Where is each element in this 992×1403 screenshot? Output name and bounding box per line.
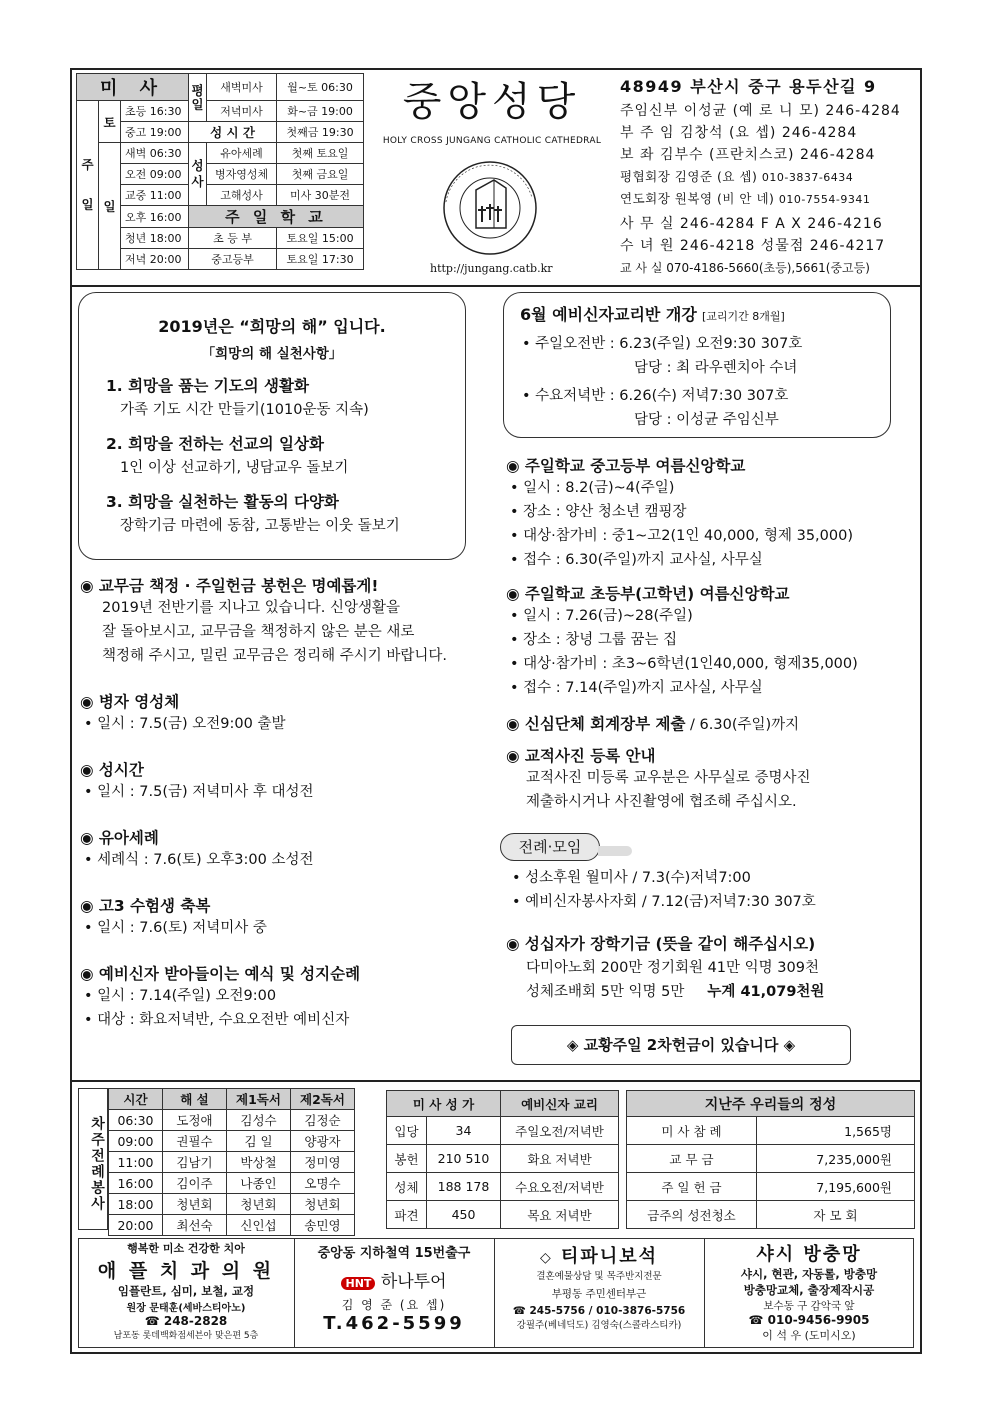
mass-title: 미 사 <box>77 74 189 101</box>
sun-row-6: 저녁 20:00 <box>121 249 189 270</box>
church-name-en: HOLY CROSS JUNGANG CATHOLIC CATHEDRAL <box>382 136 602 146</box>
hope-item-body: 장학기금 마련에 동참, 고통받는 이웃 돌보기 <box>120 518 400 534</box>
bullet-circle-icon: ◉ <box>80 897 99 915</box>
contact-row: 수 녀 원 246-4218 성물점 246-4217 <box>620 238 886 254</box>
sun-row-3: 교중 11:00 <box>121 185 189 206</box>
bullet-circle-icon: ◉ <box>506 457 525 475</box>
notice-line: • 접수 : 6.30(주일)까지 교사실, 사무실 <box>510 552 763 568</box>
notice-line: • 대상 : 화요저녁반, 수요오전반 예비신자 <box>84 1012 350 1028</box>
sun-row-5: 청년 18:00 <box>121 228 189 249</box>
offering-header: 지난주 우리들의 정성 <box>627 1091 915 1117</box>
contact-row: 사 무 실 246-4284 F A X 246-4216 <box>620 216 883 232</box>
scholarship-line: 성체조배회 5만 익명 5만 누계 41,079천원 <box>526 984 825 1000</box>
sick-communion-time: 첫째 금요일 <box>277 164 364 185</box>
notice-title: ◉ 고3 수험생 축복 <box>80 897 211 915</box>
catechumen-title: 6월 예비신자교리반 개강 <box>520 305 697 324</box>
hope-title: 2019년은 “희망의 해” 입니다. <box>158 317 386 336</box>
notice-line: • 일시 : 8.2(금)~4(주일) <box>510 480 675 496</box>
offering-header-row <box>627 1091 915 1117</box>
notice-line: • 대상·참가비 : 초3~6학년(1인40,000, 형제35,000) <box>510 656 858 672</box>
notice-line: • 일시 : 7.5(금) 오전9:00 출발 <box>84 716 286 732</box>
ad-divider <box>494 1238 495 1348</box>
liturgy-tag-shadow <box>598 846 632 856</box>
saturday-label: 토 <box>99 101 121 143</box>
table-row: 09:00 권필수 김 일 양광자 <box>109 1131 355 1152</box>
table-row: 주 일 헌 금 7,195,600원 <box>627 1173 915 1201</box>
ad-sash-screen: 샤시 방충망 샤시, 현관, 자동롤, 방충망 방충망교체, 출장제작시공 보수동 구 감악국 앞 ☎ 010-9456-9905 이 석 우 (도미시오) <box>740 1244 878 1342</box>
notice-line: • 장소 : 양산 청소년 캠핑장 <box>510 504 687 520</box>
elementary-time: 토요일 15:00 <box>277 228 364 249</box>
col-header: 예비신자 교리 <box>501 1091 619 1117</box>
notice-title: ◉ 성시간 <box>80 761 144 779</box>
diamond-icon: ◇ <box>539 1250 553 1266</box>
table-row: 금주의 성전청소 자 모 회 <box>627 1201 915 1229</box>
hope-item-body: 1인 이상 선교하기, 냉담교우 돌보기 <box>120 460 349 476</box>
church-name: 중앙성당 <box>402 79 582 125</box>
col-header: 제1독서 <box>227 1089 291 1110</box>
notice-line: • 대상·참가비 : 중1~고2(1인 40,000, 형제 35,000) <box>510 528 853 544</box>
catechumen-line: 담당 : 최 라우렌치아 수녀 <box>634 360 798 376</box>
catechumen-line: 담당 : 이성균 주임신부 <box>634 412 779 428</box>
confession-time: 미사 30분전 <box>277 185 364 206</box>
sunday-label: 주일 <box>77 101 99 270</box>
table-row: 파견 450 목요 저녁반 <box>387 1201 619 1229</box>
notice-title: ◉ 병자 영성체 <box>80 693 180 711</box>
notice-line: 책정해 주시고, 밀린 교무금은 정리해 주시기 바랍니다. <box>102 648 448 664</box>
catechumen-line: • 수요저녁반 : 6.26(수) 저녁7:30 307호 <box>522 388 789 404</box>
staff-row: 보 좌 김부수 (프란치스코) 246-4284 <box>620 147 876 163</box>
col-header: 해 설 <box>163 1089 227 1110</box>
bullet-circle-icon: ◉ <box>506 585 525 603</box>
ad-hana-tour: 중앙동 지하철역 15번출구 HNT 하나투어 김 영 준 (요 셉) T.462-5599 <box>317 1246 471 1334</box>
table-row: 입당 34 주일오전/저녁반 <box>387 1117 619 1145</box>
notice-line: 제출하시거나 사진촬영에 협조해 주십시오. <box>526 794 797 810</box>
table-row: 16:00 김이주 나종인 오명수 <box>109 1173 355 1194</box>
notice-title: ◉ 유아세례 <box>80 829 159 847</box>
notice-title: ◉ 주일학교 중고등부 여름신앙학교 <box>506 457 746 475</box>
mass-schedule-table <box>76 73 364 270</box>
bullet-circle-icon: ◉ <box>80 577 99 595</box>
sun-row-2: 오전 09:00 <box>121 164 189 185</box>
header-divider <box>70 285 922 287</box>
notice-line: • 장소 : 창녕 그룹 꿈는 집 <box>510 632 678 648</box>
sunday-school-title: 주 일 학 교 <box>189 206 364 228</box>
table-row: 06:30 도정애 김성수 김정순 <box>109 1110 355 1131</box>
col-header: 제2독서 <box>291 1089 355 1110</box>
notice-title: ◉ 교무금 책정 · 주일헌금 봉헌은 명예롭게! <box>80 577 379 595</box>
table-row: 20:00 최선숙 신인섭 송민영 <box>109 1215 355 1236</box>
ad-divider <box>704 1238 705 1348</box>
liturgy-line: • 성소후원 월미사 / 7.3(수)저녁7:00 <box>512 870 751 886</box>
table-row: 교 무 금 7,235,000원 <box>627 1145 915 1173</box>
notice-line: 교적사진 미등록 교우분은 사무실로 증명사진 <box>526 770 811 786</box>
service-header-row <box>109 1089 355 1110</box>
contact-list <box>620 213 915 279</box>
service-table <box>108 1088 355 1236</box>
bullet-circle-icon: ◉ <box>506 935 525 953</box>
table-row: 11:00 김남기 박상철 정미영 <box>109 1152 355 1173</box>
elementary-label: 초 등 부 <box>189 228 277 249</box>
table-row: 성체 188 178 수요오전/저녁반 <box>387 1173 619 1201</box>
catechumen-period: [교리기간 8개월] <box>701 310 785 323</box>
mass-songs-table <box>386 1090 619 1229</box>
middle-high-label: 중고등부 <box>189 249 277 270</box>
hope-item-head: 2. 희망을 전하는 선교의 일상화 <box>106 435 324 453</box>
holy-hour-value: 첫째금 19:30 <box>277 122 364 143</box>
notice-title: ◉ 주일학교 초등부(고학년) 여름신앙학교 <box>506 585 790 603</box>
bullet-circle-icon: ◉ <box>80 693 99 711</box>
staff-row: 부 주 임 김창석 (요 셉) 246-4284 <box>620 125 858 141</box>
catechumen-title-row <box>520 302 785 325</box>
notice-line: • 일시 : 7.26(금)~28(주일) <box>510 608 693 624</box>
sick-communion-label: 병자영성체 <box>207 164 277 185</box>
ad-dental-clinic: 행복한 미소 건강한 치아 애 플 치 과 의 원 임플란트, 심미, 보철, 교정 원장 문태훈(세바스티아노) ☎ 248-2828 남포동 롯데백화점세븐아 맞은편 5층 <box>97 1242 275 1341</box>
notice-line: 2019년 전반기를 지나고 있습니다. 신앙생활을 <box>102 600 401 616</box>
bullet-circle-icon: ◉ <box>506 715 525 733</box>
notice-line: • 일시 : 7.6(토) 저녁미사 중 <box>84 920 267 936</box>
bullet-circle-icon: ◉ <box>80 829 99 847</box>
left-notices <box>80 574 492 1032</box>
notice-title: ◉ 예비신자 받아들이는 예식 및 성지순례 <box>80 965 361 983</box>
notice-line: • 접수 : 7.14(주일)까지 교사실, 사무실 <box>510 680 763 696</box>
notice-line: 잘 돌아보시고, 교무금을 책정하지 않은 분은 새로 <box>102 624 415 640</box>
ad-tiffany-jewelry: ◇ 티파니보석 결혼예물상담 및 목주반지전문 부평동 주민센터부근 ☎ 245-5756 / 010-3876-5756 강필주(베네딕도) 김영숙(스콜라스티카) <box>496 1242 702 1331</box>
staff-row: 연도회장 원복영 (비 안 네) 010-7554-9341 <box>620 191 871 206</box>
notice-line: • 일시 : 7.5(금) 저녁미사 후 대성전 <box>84 784 314 800</box>
service-side-label: 차주전례봉사 <box>78 1088 108 1230</box>
weekday-evening-time: 화~금 19:00 <box>277 101 364 122</box>
scholarship-total: 누계 41,079천원 <box>707 984 825 1000</box>
sun-row-1: 새벽 06:30 <box>121 143 189 164</box>
hope-item-head: 1. 희망을 품는 기도의 생활화 <box>106 377 309 395</box>
weekday-dawn-label: 새벽미사 <box>207 74 277 101</box>
cathedral-seal-logo <box>432 158 548 258</box>
offering-table <box>626 1090 915 1229</box>
table-row: 미 사 참 례 1,565명 <box>627 1117 915 1145</box>
bullet-circle-icon: ◉ <box>80 761 99 779</box>
middle-high-time: 토요일 17:30 <box>277 249 364 270</box>
hope-item-head: 3. 희망을 실천하는 활동의 다양화 <box>106 493 339 511</box>
col-header: 시간 <box>109 1089 163 1110</box>
liturgy-tag: 전례·모임 <box>500 833 600 861</box>
hope-item-body: 가족 기도 시간 만들기(1010운동 지속) <box>120 402 369 418</box>
notice-line: • 세례식 : 7.6(토) 오후3:00 소성전 <box>84 852 314 868</box>
table-row: 18:00 청년회 청년회 청년회 <box>109 1194 355 1215</box>
catechumen-line: • 주일오전반 : 6.23(주일) 오전9:30 307호 <box>522 336 803 352</box>
staff-row: 평협회장 김영준 (요 셉) 010-3837-6434 <box>620 169 854 184</box>
sacrament-label: 성사 <box>189 143 207 206</box>
bullet-circle-icon: ◉ <box>80 965 99 983</box>
confession-label: 고해성사 <box>207 185 277 206</box>
hope-subtitle: 「희망의 해 실천사항」 <box>201 346 343 362</box>
weekday-dawn-time: 월~토 06:30 <box>277 74 364 101</box>
bullet-circle-icon: ◉ <box>506 747 525 765</box>
sat-row-2: 중고 19:00 <box>121 122 189 143</box>
staff-list <box>620 100 915 210</box>
ad-tiffany-title: ◇ 티파니보석 <box>539 1246 658 1267</box>
address: 48949 부산시 중구 용두산길 9 <box>620 77 877 96</box>
sun-row-4: 오후 16:00 <box>121 206 189 228</box>
weekday-evening-label: 저녁미사 <box>207 101 277 122</box>
sat-row-1: 초등 16:30 <box>121 101 189 122</box>
infant-baptism-time: 첫째 토요일 <box>277 143 364 164</box>
scholarship-line: 다미아노회 200만 정기회원 41만 익명 309천 <box>526 960 819 976</box>
liturgy-line: • 예비신자봉사자회 / 7.12(금)저녁7:30 307호 <box>512 894 816 910</box>
website-link[interactable]: http://jungang.catb.kr <box>430 262 553 275</box>
scholarship-title: ◉ 성십자가 장학기금 (뜻을 같이 해주십시오) <box>506 935 816 953</box>
hanatour-logo-icon: HNT <box>341 1277 375 1290</box>
contact-row: 교 사 실 070-4186-5660(초등),5661(중고등) <box>620 261 870 275</box>
right-notices <box>506 454 906 814</box>
table-row: 봉헌 210 510 화요 저녁반 <box>387 1145 619 1173</box>
sun-label: 일 <box>99 143 121 270</box>
notice-line: • 일시 : 7.14(주일) 오전9:00 <box>84 988 277 1004</box>
songs-header-row <box>387 1091 619 1117</box>
notice-title: ◉ 신심단체 회계장부 제출 / 6.30(주일)까지 <box>506 715 800 733</box>
pope-sunday-notice: ◈ 교황주일 2차헌금이 있습니다 ◈ <box>511 1025 851 1065</box>
weekday-label: 평일 <box>189 74 207 122</box>
infant-baptism-label: 유아세례 <box>207 143 277 164</box>
staff-row: 주임신부 이성균 (예 로 니 모) 246-4284 <box>620 103 901 119</box>
notice-title: ◉ 교적사진 등록 안내 <box>506 747 656 765</box>
hope-items <box>106 374 400 538</box>
holy-hour-label: 성 시 간 <box>189 122 277 143</box>
ad-divider <box>294 1238 295 1348</box>
footer-divider <box>70 1080 922 1082</box>
col-header: 미 사 성 가 <box>387 1091 501 1117</box>
